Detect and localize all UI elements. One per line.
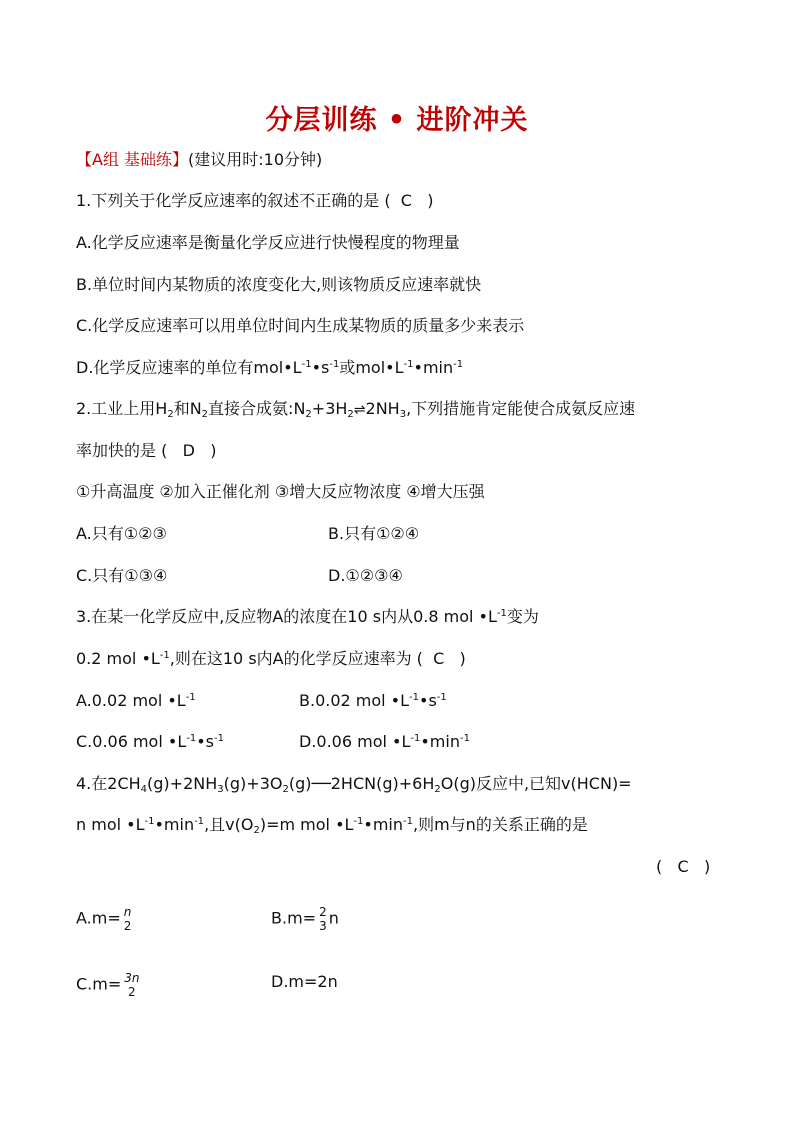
- q4-stem: 4.在$2CH_4(g)+2NH_3(g)+3O_2(g)──2HCN(g)+6H_2O(g)$反应中,已知v(HCN)=: [76, 774, 632, 795]
- q2-conditions: ①升高温度 ②加入正催化剂 ③增大反应物浓度 ④增大压强: [76, 482, 485, 501]
- q3-option-a: A.0.02 mol $•L^{-1}$: [76, 691, 196, 710]
- q2-option-c: C.只有①③④: [76, 566, 168, 585]
- q4-option-b: B.m= 2 3 n: [271, 905, 339, 933]
- q1-option-c: C.化学反应速率可以用单位时间内生成某物质的质量多少来表示: [76, 316, 525, 335]
- q3-stem-line2: 0.2 mol $•L^{-1}$,则在这10 s内A的化学反应速率为 ( C ): [76, 649, 466, 668]
- q1-answer: C: [400, 191, 412, 210]
- reaction-dash-icon: ──: [311, 774, 331, 793]
- q3-option-d: D.0.06 mol $•L^{-1}•\min^{-1}$: [299, 732, 470, 751]
- q4-stem-line2: n mol $•L^{-1}•\min^{-1}$,且$v(O_2)=m$ mol $•L^{-1}•\min^{-1}$,则m与n的关系正确的是: [76, 815, 588, 836]
- q1-option-b: B.单位时间内某物质的浓度变化大,则该物质反应速率就快: [76, 275, 482, 294]
- page-title: 分层训练 • 进阶冲关: [265, 105, 529, 136]
- q3-option-b: B.0.02 mol $•L^{-1}•s^{-1}$: [299, 691, 447, 710]
- group-note: (建议用时:10分钟): [188, 150, 323, 169]
- q2-stem-line2: 率加快的是 ( D ): [76, 441, 217, 460]
- q4-option-a: A.m= n 2: [76, 905, 132, 933]
- q1-option-a: A.化学反应速率是衡量化学反应进行快慢程度的物理量: [76, 233, 460, 252]
- q1-stem: 1.下列关于化学反应速率的叙述不正确的是 ( C ): [76, 191, 434, 210]
- q4-answer: C: [677, 857, 689, 876]
- fraction: 2 3: [319, 905, 327, 933]
- q1-option-d: D.化学反应速率的单位有$mol•L^{-1}•s^{-1}$或$mol•L^{-1}•\min^{-1}$: [76, 358, 464, 377]
- group-header: [76, 149, 322, 171]
- group-tag: 【A组 基础练】: [76, 150, 189, 169]
- equilibrium-arrow-icon: ⇌: [353, 402, 366, 418]
- q4-answer-bracket: ( C ): [656, 857, 711, 876]
- q4-option-d: D.m=2n: [271, 972, 338, 991]
- fraction: n 2: [123, 905, 132, 933]
- q2-option-b: B.只有①②④: [328, 524, 420, 543]
- q2-answer: D: [182, 441, 195, 460]
- q3-answer: C: [433, 649, 445, 668]
- q4-option-c: C.m= 3n 2: [76, 971, 140, 999]
- q3-option-c: C.0.06 mol $•L^{-1}•s^{-1}$: [76, 732, 224, 751]
- q2-stem: 2.工业上用$H_2$和$N_2$直接合成氨$:N_2+3H_2\rightleftharpoons 2NH_3$,下列措施肯定能使合成氨反应速: [76, 399, 636, 420]
- q2-option-a: A.只有①②③: [76, 524, 167, 543]
- q2-option-d: D.①②③④: [328, 566, 403, 585]
- q3-stem: 3.在某一化学反应中,反应物A的浓度在10 s内从0.8 mol $•L^{-1}$变为: [76, 607, 539, 626]
- fraction: 3n 2: [124, 971, 140, 999]
